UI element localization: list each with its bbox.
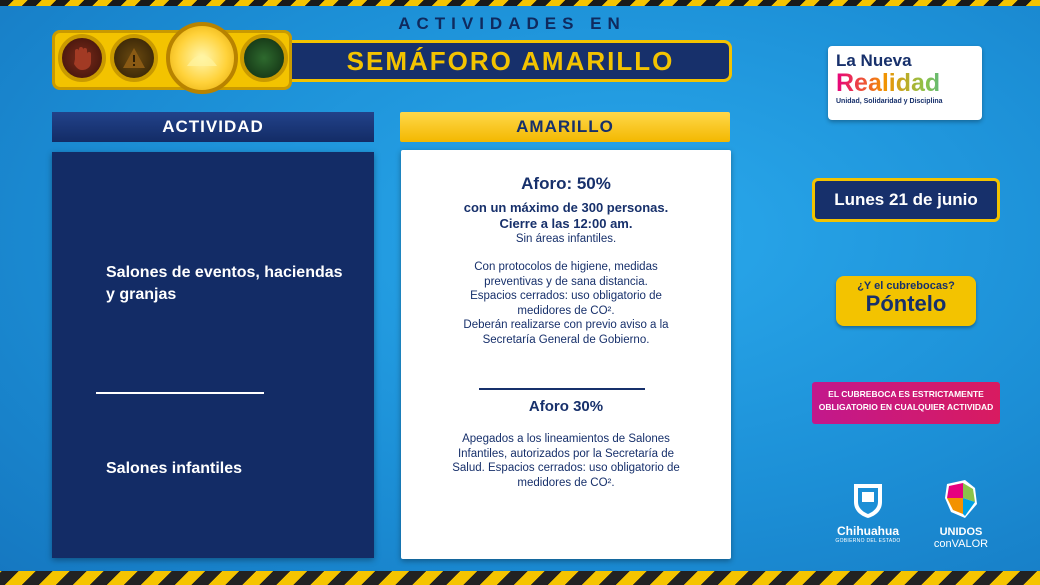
unidos-line: conVALOR: [933, 538, 989, 550]
capacity-heading: Aforo: 50%: [521, 174, 611, 193]
mask-question: ¿Y el cubrebocas?: [857, 280, 955, 292]
rule-line: medidores de CO².: [517, 476, 615, 489]
rule-line: Cierre a las 12:00 am.: [499, 216, 633, 231]
rule-line: Deberán realizarse con previo aviso a la: [463, 319, 669, 331]
hazard-stripe-bottom: [0, 571, 1040, 585]
date-text: Lunes 21 de junio: [834, 190, 978, 209]
logo-line: Realidad: [836, 70, 974, 96]
unidos-con-valor-logo: [922, 478, 1000, 550]
header-title-bar: [292, 40, 732, 82]
rule-line: Infantiles, autorizados por la Secretaría de: [457, 447, 675, 460]
rule-line: preventivas y de sana distancia.: [484, 275, 648, 288]
rule-line: Secretaría General de Gobierno.: [482, 333, 650, 346]
coat-of-arms-icon: [848, 480, 888, 520]
gov-name: Chihuahua: [837, 524, 899, 538]
rules-panel: [401, 150, 731, 559]
activity-item: Salones infantiles: [106, 460, 243, 477]
activity-divider: [96, 392, 264, 394]
rule-line: Apegados a los lineamientos de Salones: [462, 433, 670, 445]
activities-panel: [52, 152, 374, 558]
rule-line: con un máximo de 300 personas.: [463, 200, 669, 215]
column-header-yellow: AMARILLO: [400, 112, 730, 142]
red-stop-hand-icon: [58, 34, 106, 82]
gov-sub: GOBIERNO DEL ESTADO: [835, 538, 901, 544]
logo-line: La Nueva: [836, 51, 912, 70]
rule-line: Salud. Espacios cerrados: uso obligatorio de: [452, 462, 680, 474]
rule-line: Espacios cerrados: uso obligatorio de: [470, 290, 662, 302]
chihuahua-government-logo: [818, 480, 918, 544]
capacity-heading: Aforo 30%: [528, 398, 604, 415]
logo-tagline: Unidad, Solidaridad y Disciplina: [836, 98, 943, 105]
rule-line: medidores de CO².: [517, 304, 615, 317]
warning-line: EL CUBREBOCA ES ESTRICTAMENTE: [828, 389, 984, 399]
date-badge: [812, 178, 1000, 222]
page-title: SEMÁFORO AMARILLO: [346, 45, 675, 76]
yellow-light-icon: [166, 22, 238, 94]
header-kicker: ACTIVIDADES EN: [398, 14, 626, 33]
protocol-details: [401, 260, 731, 347]
la-nueva-realidad-logo: [828, 46, 982, 120]
rule-line: Con protocolos de higiene, medidas: [474, 261, 658, 273]
rule-line: Sin áreas infantiles.: [515, 233, 617, 245]
mask-reminder-badge: [836, 276, 976, 326]
capacity-limits: [401, 200, 731, 232]
activity-item: Salones de eventos, haciendas y granjas: [106, 264, 343, 303]
rules-divider: [479, 388, 645, 390]
mask-warning-banner: [812, 382, 1000, 424]
warning-icon: [110, 34, 158, 82]
state-map-icon: [941, 478, 981, 522]
green-light-icon: [240, 34, 288, 82]
hazard-stripe-top: [0, 0, 1040, 6]
column-header-activity: ACTIVIDAD: [52, 112, 374, 142]
warning-line: OBLIGATORIO EN CUALQUIER ACTIVIDAD: [818, 402, 994, 412]
unidos-line: UNIDOS: [939, 526, 983, 538]
mask-cta: Póntelo: [865, 291, 947, 316]
protocol-details: [401, 432, 731, 490]
